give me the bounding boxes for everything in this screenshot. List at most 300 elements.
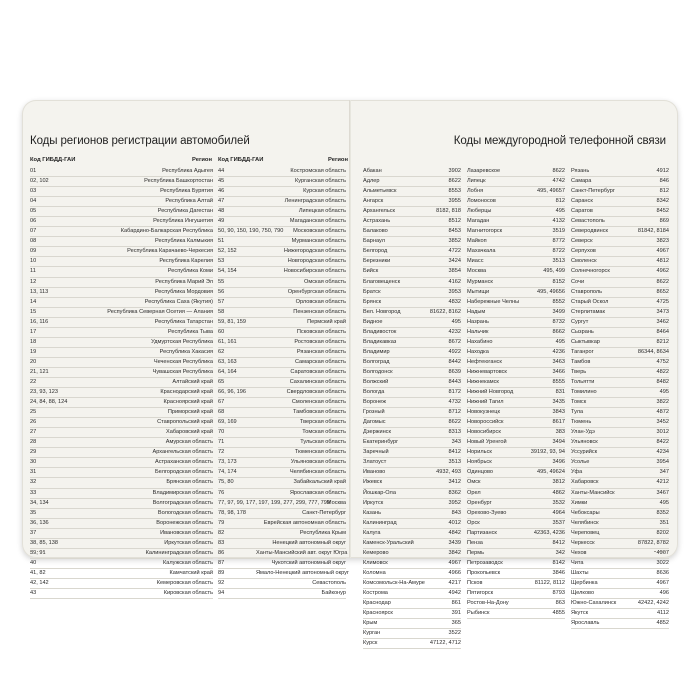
- city-name: Крым: [363, 620, 378, 627]
- table-row: [218, 298, 346, 308]
- list-item: [467, 509, 565, 519]
- list-item: [467, 197, 565, 207]
- region-name: Еврейская автономная область: [263, 519, 346, 526]
- corner-mark-left: [30, 537, 44, 552]
- region-code: 54, 154: [218, 268, 237, 275]
- table-row: [30, 338, 213, 348]
- notebook-spread: [22, 100, 678, 647]
- table-row: [30, 589, 213, 599]
- city-name: Оренбург: [467, 499, 492, 506]
- list-item: [467, 499, 565, 509]
- list-item: [363, 257, 461, 267]
- city-name: Тверь: [571, 368, 587, 375]
- region-code: 20: [30, 358, 37, 365]
- region-name: Чеченская Республика: [153, 358, 213, 365]
- phone-table-col3: [571, 167, 669, 629]
- region-name: Москва: [326, 499, 346, 506]
- city-name: Сызрань: [571, 328, 594, 335]
- city-name: Калининград: [363, 519, 397, 526]
- phone-code: 4732: [448, 399, 461, 406]
- phone-code: 8422: [656, 439, 669, 446]
- region-code: 76: [218, 489, 225, 496]
- list-item: [571, 509, 669, 519]
- region-code: 67: [218, 399, 225, 406]
- table-row: [30, 579, 213, 589]
- phone-code: 8639: [448, 368, 461, 375]
- city-name: Орел: [467, 489, 481, 496]
- header-code-a: Код ГИБДД-ГАИ: [30, 157, 76, 163]
- phone-code: 4112: [656, 610, 669, 617]
- city-name: Ульяновск: [571, 439, 598, 446]
- region-code: 15: [30, 308, 37, 315]
- phone-code: 4742: [552, 178, 565, 185]
- city-name: Новороссийск: [467, 419, 504, 426]
- city-name: Благовещенск: [363, 278, 401, 285]
- region-code: 47: [218, 198, 225, 205]
- city-name: Лазаревское: [467, 168, 501, 174]
- table-row: [30, 237, 213, 247]
- region-name: Чукотский автономный округ: [271, 559, 346, 566]
- list-item: [467, 579, 565, 589]
- region-code: 59, 81, 159: [218, 318, 246, 325]
- phone-code: 3823: [656, 238, 669, 245]
- region-code: 52, 152: [218, 248, 237, 255]
- phone-code: 8362: [448, 489, 461, 496]
- table-row: [218, 288, 346, 298]
- phone-code: 8652: [656, 288, 669, 295]
- phone-code: 42363, 4236: [533, 529, 565, 536]
- table-row: [30, 308, 213, 318]
- list-item: [467, 318, 565, 328]
- list-item: [571, 438, 669, 448]
- region-code: 09: [30, 248, 37, 255]
- city-name: Севастополь: [571, 218, 605, 225]
- region-code: 25: [30, 409, 37, 416]
- table-row: [218, 549, 346, 559]
- city-name: Альметьевск: [363, 188, 397, 195]
- city-name: Орск: [467, 519, 480, 526]
- region-name: Московская область: [293, 228, 346, 235]
- table-row: [30, 358, 213, 368]
- phone-code: 8412: [448, 449, 461, 456]
- city-name: Владикавказ: [363, 338, 397, 345]
- city-name: Нижневартовск: [467, 368, 507, 375]
- city-name: Новосибирск: [467, 429, 501, 436]
- phone-code: 3522: [448, 630, 461, 637]
- region-name: Удмуртская Республика: [151, 338, 213, 345]
- city-name: Ставрополь: [571, 288, 603, 295]
- list-item: [467, 428, 565, 438]
- city-name: Ханты-Мансийск: [571, 489, 615, 496]
- list-item: [571, 348, 669, 358]
- phone-code: 4852: [656, 620, 669, 627]
- region-code: 78, 98, 178: [218, 509, 246, 516]
- region-name: Курская область: [303, 188, 346, 195]
- table-row: [218, 368, 346, 378]
- city-name: Нальчик: [467, 328, 489, 335]
- list-item: [363, 489, 461, 499]
- table-row: [30, 328, 213, 338]
- region-code: 35: [30, 509, 37, 516]
- city-name: Хабаровск: [571, 479, 599, 486]
- city-name: Нахабино: [467, 338, 493, 345]
- table-row: [218, 328, 346, 338]
- list-item: [363, 167, 461, 177]
- phone-code: 8342: [656, 198, 669, 205]
- phone-code: 8442: [448, 358, 461, 365]
- phone-code: 863: [555, 600, 565, 607]
- region-code: 04: [30, 198, 37, 205]
- city-name: Партизанск: [467, 529, 497, 536]
- city-name: Саратов: [571, 208, 593, 215]
- phone-code: 3424: [448, 258, 461, 265]
- phone-code: 4922: [448, 348, 461, 355]
- phone-code: 4872: [656, 409, 669, 416]
- city-name: Пенза: [467, 539, 483, 546]
- list-item: [571, 358, 669, 368]
- list-item: [571, 328, 669, 338]
- list-item: [467, 609, 565, 619]
- list-item: [363, 519, 461, 529]
- region-code: 58: [218, 308, 225, 315]
- city-name: Орехово-Зуево: [467, 509, 507, 516]
- region-code: 16, 116: [30, 318, 49, 325]
- list-item: [571, 237, 669, 247]
- city-name: Сургут: [571, 318, 589, 325]
- list-item: [467, 549, 565, 559]
- city-name: Березники: [363, 258, 391, 265]
- phone-code: 3902: [448, 168, 461, 174]
- city-name: Назрань: [467, 318, 489, 325]
- city-name: Рыбинск: [467, 610, 490, 617]
- table-row: [30, 247, 213, 257]
- city-name: Абакан: [363, 168, 382, 174]
- region-code: 14: [30, 298, 37, 305]
- region-code: 34, 134: [30, 499, 49, 506]
- phone-code: 831: [555, 389, 565, 396]
- city-name: Барнаул: [363, 238, 385, 245]
- phone-code: 3952: [448, 499, 461, 506]
- phone-code: 3412: [448, 479, 461, 486]
- region-code: 92: [218, 579, 225, 586]
- list-item: [467, 278, 565, 288]
- region-name: Мурманская область: [291, 238, 346, 245]
- region-code: 48: [218, 208, 225, 215]
- city-name: Ангарск: [363, 198, 384, 205]
- city-name: Волгоград: [363, 358, 390, 365]
- region-name: Пензенская область: [293, 308, 346, 315]
- header-region-b: Регион: [328, 157, 348, 163]
- list-item: [571, 177, 669, 187]
- city-name: Владивосток: [363, 328, 397, 335]
- list-item: [363, 579, 461, 589]
- phone-code: 496: [659, 589, 669, 596]
- region-code: 43: [30, 589, 37, 596]
- list-item: [363, 559, 461, 569]
- phone-code: 846: [659, 178, 669, 185]
- list-item: [467, 559, 565, 569]
- phone-code: 365: [451, 620, 461, 627]
- table-row: [218, 489, 346, 499]
- list-item: [571, 579, 669, 589]
- region-name: Республика Калмыкия: [155, 238, 213, 245]
- phone-code: 8212: [656, 338, 669, 345]
- list-item: [467, 167, 565, 177]
- city-name: Дзержинск: [363, 429, 391, 436]
- table-row: [30, 418, 213, 428]
- city-name: Северск: [571, 238, 593, 245]
- phone-code: 4964: [552, 509, 565, 516]
- city-name: Нижний Тагил: [467, 399, 504, 406]
- region-name: Республика Дагестан: [157, 208, 213, 215]
- region-name: Липецкая область: [298, 208, 346, 215]
- phone-code: 3532: [552, 499, 565, 506]
- page-right: [351, 100, 678, 647]
- phone-code: 4966: [448, 569, 461, 576]
- region-name: Санкт-Петербург: [302, 509, 346, 516]
- phone-code: 3842: [448, 549, 461, 556]
- phone-code: 8553: [448, 188, 461, 195]
- list-item: [363, 569, 461, 579]
- table-row: [30, 257, 213, 267]
- list-item: [467, 177, 565, 187]
- list-item: [571, 468, 669, 478]
- table-row: [218, 589, 346, 599]
- list-item: [363, 418, 461, 428]
- city-name: Кемерово: [363, 549, 389, 556]
- city-name: Йошкар-Ола: [363, 489, 396, 496]
- region-name: Смоленская область: [291, 399, 346, 406]
- list-item: [467, 328, 565, 338]
- table-row: [218, 247, 346, 257]
- phone-code: 8313: [448, 429, 461, 436]
- phone-code: 383: [555, 429, 565, 436]
- region-code: 62: [218, 348, 225, 355]
- city-name: Ростов-На-Дону: [467, 600, 509, 607]
- city-name: Курган: [363, 630, 381, 637]
- phone-code: 3467: [656, 489, 669, 496]
- list-item: [467, 267, 565, 277]
- city-name: Вологда: [363, 389, 385, 396]
- region-code: 57: [218, 298, 225, 305]
- list-item: [363, 338, 461, 348]
- list-item: [363, 589, 461, 599]
- region-name: Республика Татарстан: [154, 318, 213, 325]
- page-title-phone-codes: Коды междугородной телефонной связи: [453, 135, 666, 147]
- region-name: Красноярский край: [163, 399, 213, 406]
- list-item: [467, 378, 565, 388]
- phone-code: 8722: [552, 248, 565, 255]
- phone-code: 4912: [656, 168, 669, 174]
- city-name: Архангельск: [363, 208, 395, 215]
- region-name: Волгоградская область: [152, 499, 213, 506]
- city-name: Комсомольск-На-Амуре: [363, 579, 425, 586]
- region-code: 49: [218, 218, 225, 225]
- list-item: [467, 438, 565, 448]
- phone-code: 3022: [656, 559, 669, 566]
- city-name: Щербинка: [571, 579, 598, 586]
- page-left: [22, 100, 349, 596]
- phone-code: 81622, 8162: [429, 308, 461, 315]
- city-name: Бийск: [363, 268, 379, 275]
- city-name: Адлер: [363, 178, 380, 185]
- region-code: 94: [218, 589, 225, 596]
- phone-code: 3822: [656, 399, 669, 406]
- phone-code: 8555: [552, 378, 565, 385]
- region-code: 23, 93, 123: [30, 389, 58, 396]
- phone-code: 351: [659, 519, 669, 526]
- list-item: [467, 348, 565, 358]
- city-name: Тюмень: [571, 419, 592, 426]
- list-item: [363, 318, 461, 328]
- region-code: 17: [30, 328, 37, 335]
- city-name: Череповец: [571, 529, 600, 536]
- city-name: Уфа: [571, 469, 583, 476]
- table-row: [30, 267, 213, 277]
- table-row: [30, 499, 213, 509]
- city-name: Северодвинск: [571, 228, 608, 235]
- table-row: [30, 478, 213, 488]
- city-name: Томилино: [571, 389, 597, 396]
- list-item: [363, 428, 461, 438]
- region-name: Республика Тыва: [167, 328, 213, 335]
- table-row: [30, 368, 213, 378]
- table-row: [30, 187, 213, 197]
- phone-code: 8172: [448, 389, 461, 396]
- region-code: 42, 142: [30, 579, 49, 586]
- phone-table-col1: [363, 167, 461, 649]
- phone-code: 343: [451, 439, 461, 446]
- list-item: [571, 247, 669, 257]
- table-row: [30, 298, 213, 308]
- region-name: Оренбургская область: [287, 288, 346, 295]
- phone-code: 4942: [448, 589, 461, 596]
- city-name: Астрахань: [363, 218, 391, 225]
- city-name: Прокопьевск: [467, 569, 501, 576]
- region-name: Магаданская область: [289, 218, 346, 225]
- phone-code: 8772: [552, 238, 565, 245]
- phone-code: 8712: [448, 409, 461, 416]
- city-name: Санкт-Петербург: [571, 188, 615, 195]
- city-name: Майкоп: [467, 238, 487, 245]
- city-name: Сочи: [571, 278, 585, 285]
- city-name: Мытищи: [467, 288, 490, 295]
- list-item: [467, 478, 565, 488]
- region-code: 45: [218, 178, 225, 185]
- city-name: Нижнекамск: [467, 378, 499, 385]
- phone-code: 4962: [656, 268, 669, 275]
- table-row: [218, 207, 346, 217]
- phone-code: 4132: [552, 218, 565, 225]
- table-row: [218, 478, 346, 488]
- phone-code: 861: [451, 600, 461, 607]
- region-code: 40: [30, 559, 37, 566]
- table-row: [218, 539, 346, 549]
- region-code: 82: [218, 529, 225, 536]
- region-code: 05: [30, 208, 37, 215]
- city-name: Пятигорск: [467, 589, 494, 596]
- list-item: [467, 418, 565, 428]
- list-item: [467, 298, 565, 308]
- city-name: Таганрог: [571, 348, 594, 355]
- list-item: [571, 257, 669, 267]
- phone-code: 3452: [656, 419, 669, 426]
- city-name: Ярославль: [571, 620, 600, 627]
- city-name: Ноябрьск: [467, 459, 492, 466]
- phone-code: 86344, 8634: [637, 348, 669, 355]
- list-item: [363, 187, 461, 197]
- list-item: [571, 288, 669, 298]
- city-name: Заречный: [363, 449, 389, 456]
- region-name: Кировская область: [163, 589, 213, 596]
- list-item: [467, 458, 565, 468]
- table-row: [30, 559, 213, 569]
- region-code: 01: [30, 168, 37, 174]
- list-item: [571, 338, 669, 348]
- phone-code: 4967: [448, 559, 461, 566]
- table-row: [30, 398, 213, 408]
- phone-code: 39192, 93, 94: [530, 449, 565, 456]
- city-name: Набережные Челны: [467, 298, 520, 305]
- region-code: 63, 163: [218, 358, 237, 365]
- city-name: Нижний Новгород: [467, 389, 514, 396]
- region-name: Республика Марий Эл: [155, 278, 213, 285]
- table-row: [30, 489, 213, 499]
- list-item: [467, 519, 565, 529]
- region-name: Республика Карачаево-Черкесия: [127, 248, 213, 255]
- phone-code: 4967: [656, 549, 669, 556]
- region-code: 53: [218, 258, 225, 265]
- table-row: [218, 408, 346, 418]
- region-name: Республика Башкортостан: [144, 178, 213, 185]
- table-row: [30, 468, 213, 478]
- region-name: Ярославская область: [289, 489, 346, 496]
- region-code: 79: [218, 519, 225, 526]
- phone-code: 391: [451, 610, 461, 617]
- region-code: 21, 121: [30, 368, 49, 375]
- phone-code: 8793: [552, 589, 565, 596]
- phone-code: 495: [451, 318, 461, 325]
- list-item: [571, 207, 669, 217]
- region-code: 27: [30, 429, 37, 436]
- region-code: 83: [218, 539, 225, 546]
- phone-code: 4752: [656, 358, 669, 365]
- region-name: Тверская область: [299, 419, 346, 426]
- region-code: 71: [218, 439, 225, 446]
- list-item: [363, 609, 461, 619]
- region-name: Новгородская область: [287, 258, 346, 265]
- table-row: [30, 529, 213, 539]
- region-name: Ивановская область: [160, 529, 213, 536]
- list-item: [363, 197, 461, 207]
- list-item: [363, 398, 461, 408]
- phone-code: 3812: [552, 479, 565, 486]
- city-name: Красноярск: [363, 610, 393, 617]
- phone-code: 495: [659, 389, 669, 396]
- city-name: Волжский: [363, 378, 389, 385]
- region-name: Калужская область: [162, 559, 213, 566]
- table-row: [218, 217, 346, 227]
- region-name: Омская область: [304, 278, 346, 285]
- city-name: Дагомыс: [363, 419, 386, 426]
- region-name: Астраханская область: [154, 459, 213, 466]
- region-code: 07: [30, 228, 37, 235]
- phone-code: 342: [555, 549, 565, 556]
- phone-code: 3955: [448, 198, 461, 205]
- table-row: [30, 288, 213, 298]
- region-code: 50, 90, 150, 190, 750, 790: [218, 228, 284, 235]
- city-name: Махачкала: [467, 248, 496, 255]
